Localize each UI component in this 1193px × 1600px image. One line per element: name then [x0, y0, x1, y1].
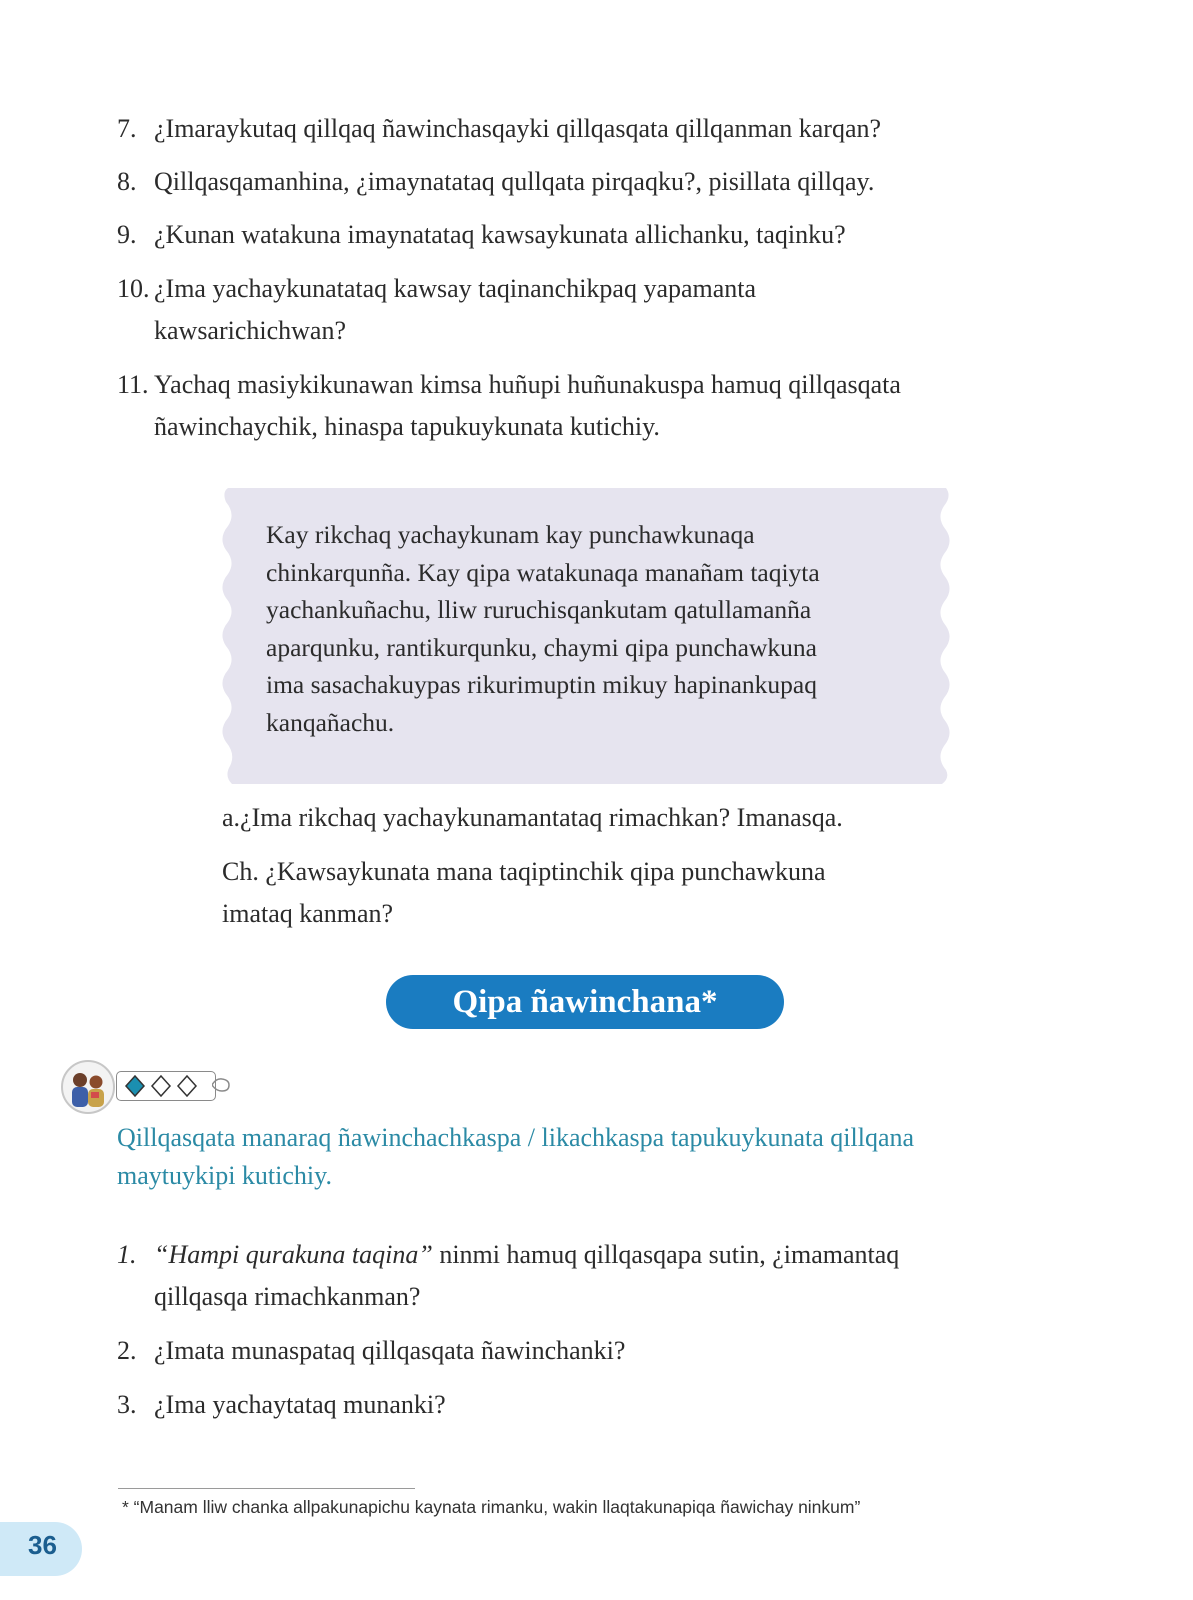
sub-question-ch-continuation: imataq kanman? [222, 899, 394, 928]
page-number: 36 [28, 1530, 57, 1560]
level-diamond-empty-icon [178, 1076, 196, 1096]
question-text: Qillqasqamanhina, ¿imaynatataq qullqata pirqaqku?, pisillata qillqay. [154, 167, 875, 196]
question-text: ¿Ima yachaytataq munanki? [154, 1390, 446, 1419]
question-text: ¿Kunan watakuna imaynatataq kawsaykunata allichanku, taqinku? [154, 220, 846, 249]
question-number: 8. [117, 167, 137, 196]
question-number: 9. [117, 220, 137, 249]
instruction-line: maytuykipi kutichiy. [117, 1161, 332, 1190]
note-text [266, 516, 926, 741]
title-quote: “Hampi qurakuna taqina” [154, 1240, 433, 1269]
students-avatar-icon [61, 1060, 115, 1114]
footnote: * “Manam lliw chanka allpakunapichu kaynata rimanku, wakin llaqtakunapiqa ñawichay ninkum” [122, 1497, 861, 1517]
question-text: “Hampi qurakuna taqina” ninmi hamuq qillqasqapa sutin, ¿imamantaq [154, 1240, 900, 1269]
section-title: Qipa ñawinchana* [386, 975, 784, 1029]
question-text: Yachaq masiykikunawan kimsa huñupi huñunakuspa hamuq qillqasqata [154, 370, 901, 399]
question-number: 3. [117, 1390, 137, 1419]
question-text: ¿Ima yachaykunatataq kawsay taqinanchikpaq yapamanta [154, 274, 757, 303]
note-line: ima sasachakuypas rikurimuptin mikuy hapinankupaq [266, 670, 817, 699]
question-number: 2. [117, 1336, 137, 1365]
note-line: aparqunku, rantikurqunku, chaymi qipa punchawkuna [266, 632, 817, 662]
note-line: kanqañachu. [266, 707, 395, 737]
note-line: yachankuñachu, lliw ruruchisqankutam qatullamanña [266, 595, 812, 624]
note-line: chinkarqunña. Kay qipa watakunaqa manañam taqiyta [266, 557, 820, 587]
pre-question-1-continuation: qillqasqa rimachkanman? [154, 1282, 421, 1311]
note-line: Kay rikchaq yachaykunam kay punchawkunaqa [266, 520, 755, 549]
level-diamond-filled-icon [126, 1076, 144, 1096]
instruction-text [117, 1119, 1077, 1195]
question-number: 10. [117, 274, 150, 303]
footnote-divider [118, 1488, 415, 1489]
question-number: 11. [117, 370, 149, 399]
question-11-continuation: ñawinchaychik, hinaspa tapukuykunata kutichiy. [154, 412, 660, 441]
difficulty-level-indicator [116, 1071, 216, 1101]
question-10-continuation: kawsarichichwan? [154, 316, 347, 345]
level-diamond-empty-icon [152, 1076, 170, 1096]
question-number: 1. [117, 1240, 137, 1269]
question-number: 7. [117, 114, 137, 143]
sub-question-a: a.¿Ima rikchaq yachaykunamantataq rimachkan? Imanasqa. [222, 803, 843, 832]
tag-loop-icon [212, 1076, 232, 1094]
question-text: ¿Imata munaspataq qillqasqata ñawinchanki? [154, 1336, 626, 1365]
question-text: ¿Imaraykutaq qillqaq ñawinchasqayki qillqasqata qillqanman karqan? [154, 114, 882, 143]
instruction-line: Qillqasqata manaraq ñawinchachkaspa / likachkaspa tapukuykunata qillqana [117, 1123, 915, 1152]
info-note-box [218, 486, 958, 786]
sub-question-ch: Ch. ¿Kawsaykunata mana taqiptinchik qipa punchawkuna [222, 857, 826, 886]
